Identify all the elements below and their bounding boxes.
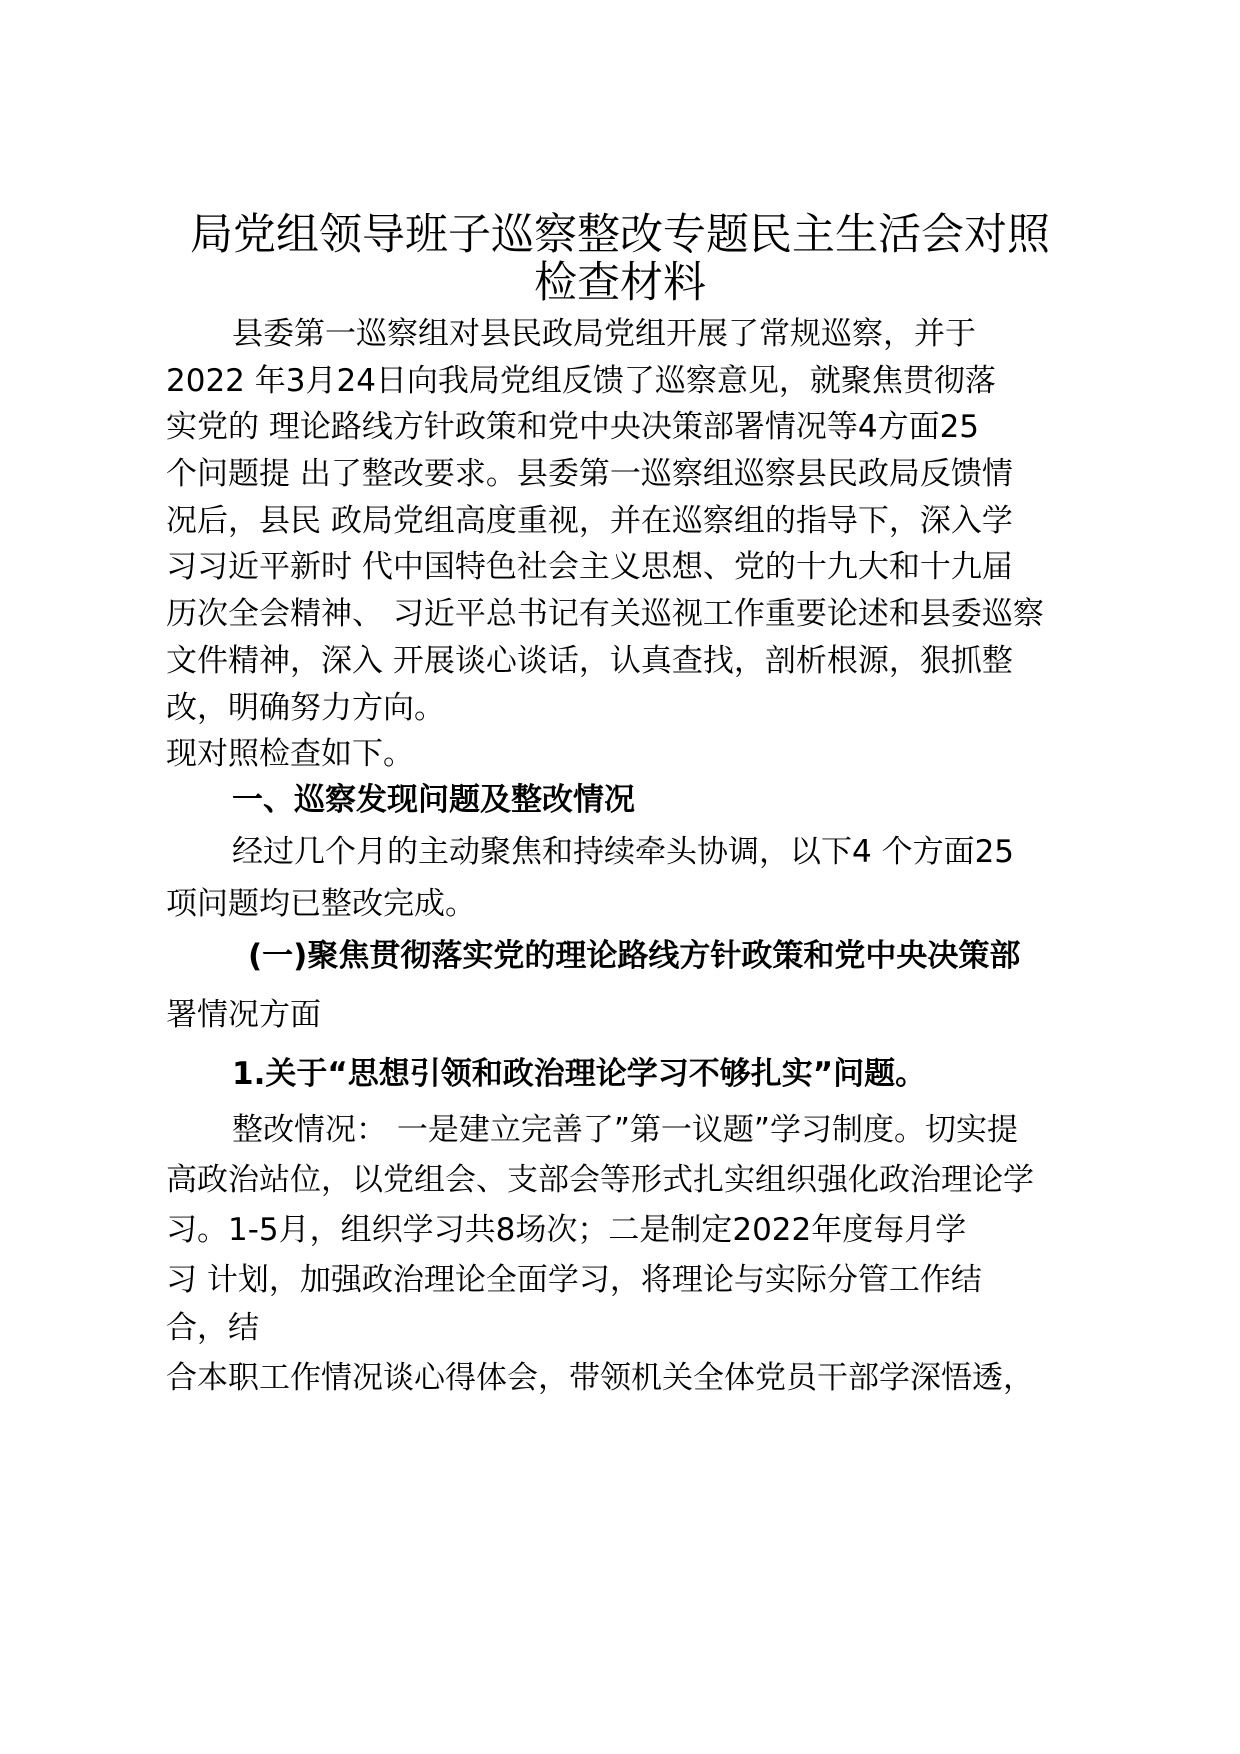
item-1-body-line-1: 整改情况： 一是建立完善了”第一议题”学习制度。切实提 xyxy=(232,1112,1018,1148)
subsection-1-heading-continuation: 署情况方面 xyxy=(166,997,321,1033)
item-1-body-line-2: 高政治站位，以党组会、支部会等形式扎实组织强化政治理论学 xyxy=(166,1162,1034,1198)
item-1-body-line-6: 合本职工作情况谈心得体会，带领机关全体党员干部学深悟透， xyxy=(166,1360,1034,1396)
subsection-1-heading: (一)聚焦贯彻落实党的理论路线方针政策和党中央决策部 xyxy=(248,938,1021,974)
intro-line-4: 个问题提 出了整改要求。县委第一巡察组巡察县民政局反馈情 xyxy=(166,456,1013,492)
item-1-body-line-3: 习。1-5月，组织学习共8场次；二是制定2022年度每月学 xyxy=(166,1212,967,1248)
intro-line-1: 县委第一巡察组对县民政局党组开展了常规巡察，并于 xyxy=(232,316,976,352)
section-1-heading: 一、巡察发现问题及整改情况 xyxy=(232,782,635,818)
item-1-heading: 1.关于“思想引领和政治理论学习不够扎实”问题。 xyxy=(232,1056,927,1092)
intro-line-6: 习习近平新时 代中国特色社会主义思想、党的十九大和十九届 xyxy=(166,549,1013,585)
document-title-line-1: 局党组领导班子巡察整改专题民主生活会对照 xyxy=(190,210,1050,260)
document-title-line-2: 检查材料 xyxy=(534,258,706,308)
intro-line-7: 历次全会精神、 习近平总书记有关巡视工作重要论述和县委巡察 xyxy=(166,596,1044,632)
intro-line-5: 况后，县民 政局党组高度重视，并在巡察组的指导下，深入学 xyxy=(166,503,1013,539)
section-1-body-line-1: 经过几个月的主动聚焦和持续牵头协调，以下4 个方面25 xyxy=(232,834,1015,870)
section-1-body-line-2: 项问题均已整改完成。 xyxy=(166,886,476,922)
intro-line-8: 文件精神，深入 开展谈心谈话，认真查找，剖析根源，狠抓整 xyxy=(166,643,1013,679)
item-1-body-line-4: 习 计划，加强政治理论全面学习，将理论与实际分管工作结 xyxy=(166,1262,982,1298)
intro-line-9: 改，明确努力方向。 xyxy=(166,690,445,726)
intro-line-2: 2022 年3月24日向我局党组反馈了巡察意见，就聚焦贯彻落 xyxy=(166,363,996,399)
item-1-body-line-5: 合，结 xyxy=(166,1310,259,1346)
intro-line-3: 实党的 理论路线方针政策和党中央决策部署情况等4方面25 xyxy=(166,409,980,445)
intro-line-10: 现对照检查如下。 xyxy=(166,736,414,772)
